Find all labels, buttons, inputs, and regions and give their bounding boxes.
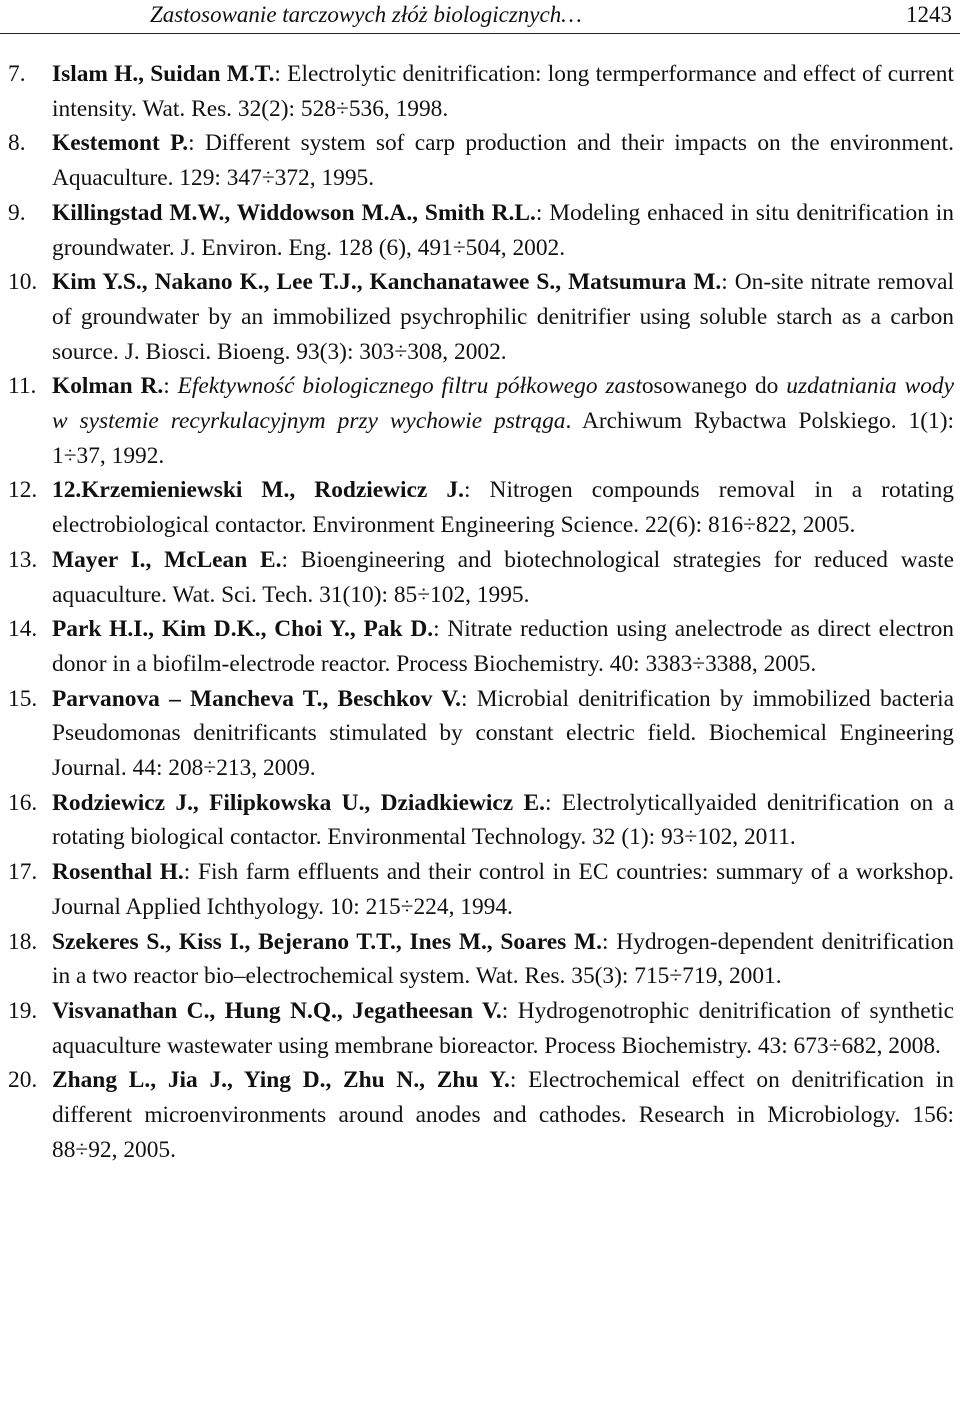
reference-number: 7. — [8, 61, 26, 87]
page-number: 1243 — [906, 2, 952, 27]
reference-authors: Islam H., Suidan M.T. — [52, 61, 275, 87]
reference-text-prefix: : — [163, 373, 178, 400]
reference-item — [0, 855, 960, 924]
reference-text: : Hydrogen-dependent denitrification in a two reactor bio–electrochemical system. Wat. Res. 35(3): 715÷719, 2001. — [52, 928, 954, 990]
reference-number: 8. — [8, 130, 26, 157]
reference-text: : Electrolyticallyaided denitrification on a rotating biological contactor. Environmental Technology. 32 (1): 93÷102, 2011. — [52, 789, 954, 851]
reference-authors: Visvanathan C., Hung N.Q., Jegatheesan V. — [52, 997, 502, 1024]
reference-text: : On-site nitrate removal of groundwater by an immobilized psychrophilic denitrifier using soluble starch as a carbon source. J. Biosci. Bioeng. 93(3): 303÷308, 2002. — [52, 269, 954, 365]
reference-number: 11. — [8, 373, 37, 400]
reference-item — [0, 925, 960, 994]
reference-title-italic: Efektywność biologicznego filtru półkowego zast — [177, 373, 642, 400]
reference-item — [0, 994, 960, 1063]
reference-authors: Kestemont P. — [52, 130, 189, 157]
reference-text: : Bioengineering and biotechnological strategies for reduced waste aquaculture. Wat. Sci. Tech. 31(10): 85÷102, 1995. — [52, 546, 954, 608]
reference-item — [0, 57, 960, 126]
reference-authors: Killingstad M.W., Widdowson M.A., Smith R.L. — [52, 199, 536, 226]
reference-text: : Nitrogen compounds removal in a rotating electrobiological contactor. Environment Engineering Science. 22(6): 816÷822, 2005. — [52, 477, 954, 539]
reference-number: 13. — [8, 546, 38, 573]
reference-authors: Zhang L., Jia J., Ying D., Zhu N., Zhu Y. — [52, 1067, 510, 1094]
reference-authors: Kim Y.S., Nakano K., Lee T.J., Kanchanatawee S., Matsumura M. — [52, 269, 722, 296]
reference-text: . Archiwum Rybactwa Polskiego. 1(1): 1÷37, 1992. — [52, 408, 954, 469]
running-header — [0, 0, 960, 34]
reference-item — [0, 473, 960, 542]
reference-item — [0, 682, 960, 786]
reference-number: 20. — [8, 1067, 38, 1094]
reference-number: 19. — [8, 997, 38, 1024]
reference-text: : Fish farm effluents and their control in EC countries: summary of a workshop. Journal Applied Ichthyology. 10: 215÷224, 1994. — [52, 859, 954, 920]
reference-authors: Kolman R. — [52, 373, 164, 400]
reference-item — [0, 369, 960, 473]
reference-number: 9. — [8, 199, 26, 226]
reference-text: : Modeling enhaced in situ denitrification in groundwater. J. Environ. Eng. 128 (6), 491÷504, 2002. — [52, 199, 954, 261]
reference-item — [0, 1063, 960, 1167]
reference-number: 16. — [8, 789, 38, 816]
reference-authors: Park H.I., Kim D.K., Choi Y., Pak D. — [52, 616, 434, 643]
reference-number: 17. — [8, 859, 38, 886]
reference-authors: Rosenthal H. — [52, 859, 184, 886]
reference-item — [0, 786, 960, 855]
reference-title-rest: osowanego do — [641, 373, 787, 400]
reference-text: : Different system sof carp production and their impacts on the environment. Aquaculture. 129: 347÷372, 1995. — [52, 130, 954, 192]
reference-item — [0, 612, 960, 681]
reference-authors: Rodziewicz J., Filipkowska U., Dziadkiewicz E. — [52, 789, 545, 816]
reference-authors: Mayer I., McLean E. — [52, 546, 282, 573]
reference-number: 10. — [8, 269, 38, 296]
reference-number: 18. — [8, 928, 38, 955]
reference-title-italic: uzdatniania wody w systemie recyrkulacyjnym przy wychowie pstrąga — [52, 373, 954, 435]
reference-list — [0, 57, 960, 1168]
reference-item — [0, 196, 960, 265]
reference-number: 14. — [8, 616, 38, 643]
reference-item — [0, 543, 960, 612]
reference-number: 12. — [8, 477, 38, 504]
reference-text: : Nitrate reduction using anelectrode as direct electron donor in a biofilm-electrode reactor. Process Biochemistry. 40: 3383÷3388, 2005. — [52, 616, 954, 677]
running-title: Zastosowanie tarczowych złóż biologicznych… — [150, 2, 582, 27]
reference-item — [0, 126, 960, 195]
reference-authors: Szekeres S., Kiss I., Bejerano T.T., Ines M., Soares M. — [52, 928, 602, 955]
reference-text: : Electrochemical effect on denitrification in different microenvironments around anodes and cathodes. Research in Microbiology. 156: 88÷92, 2005. — [52, 1067, 954, 1163]
reference-authors: Parvanova – Mancheva T., Beschkov V. — [52, 685, 461, 712]
reference-text: : Electrolytic denitrification: long termperformance and effect of current intensity. Wat. Res. 32(2): 528÷536, 1998. — [52, 61, 955, 122]
reference-text: : Microbial denitrification by immobilized bacteria Pseudomonas denitrificants stimulated by constant electric field. Biochemical Engineering Journal. 44: 208÷213, 2009. — [52, 685, 954, 782]
reference-item — [0, 265, 960, 369]
reference-number: 15. — [8, 685, 38, 712]
reference-text: : Hydrogenotrophic denitrification of synthetic aquaculture wastewater using membrane bioreactor. Process Biochemistry. 43: 673÷682, 2008. — [52, 997, 954, 1059]
reference-authors: 12.Krzemieniewski M., Rodziewicz J. — [52, 477, 464, 504]
